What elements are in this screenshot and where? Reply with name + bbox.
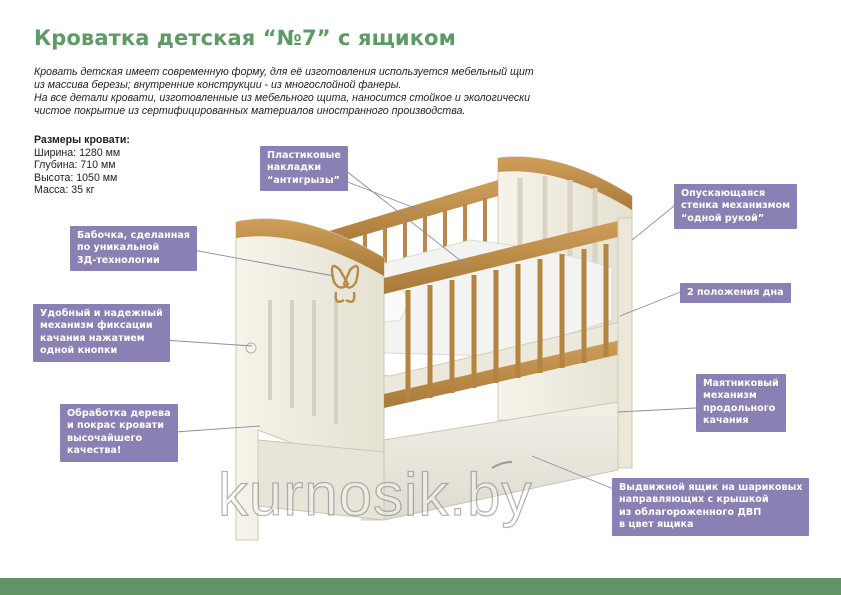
callout-wood-finish	[60, 404, 178, 462]
callout-line: стенка механизмом	[681, 200, 790, 212]
callout-line: качания	[703, 415, 749, 427]
callout-bottom-positions	[680, 283, 791, 303]
callout-line: Обработка дерева	[67, 408, 171, 419]
callout-line: продольного	[703, 402, 776, 414]
description-line: Кровать детская имеет современную форму, для её изготовления используется мебельный щит	[34, 66, 534, 78]
callout-line: Опускающаяся	[681, 188, 766, 199]
callout-line: Маятниковый	[703, 378, 779, 389]
spec-weight: Масса: 35 кг	[34, 184, 95, 197]
spec-height: Высота: 1050 мм	[34, 171, 118, 184]
description-line: чистое покрытие из сертифицированных материалов иностранного производства.	[34, 105, 466, 117]
callout-line: одной кнопки	[40, 345, 118, 357]
callout-line: 2 положения дна	[687, 287, 784, 298]
callout-drawer	[612, 478, 809, 536]
description-line: из массива березы; внутренние конструкции - из многослойной фанеры.	[34, 79, 402, 91]
callout-butterfly	[70, 226, 197, 271]
callout-line: “одной рукой”	[681, 212, 765, 224]
callout-line: качания нажатием	[40, 332, 145, 344]
callout-line: 3Д-технологии	[77, 254, 160, 266]
callout-line: Бабочка, сделанная	[77, 230, 190, 241]
callout-line: Пластиковые	[267, 150, 341, 161]
callout-line: Удобный и надежный	[40, 308, 163, 319]
callout-line: качества!	[67, 445, 122, 457]
page-title: Кроватка детская “№7” с ящиком	[34, 26, 456, 50]
spec-depth: Глубина: 710 мм	[34, 159, 116, 172]
callout-line: Выдвижной ящик на шариковых	[619, 482, 803, 493]
callout-line: механизм фиксации	[40, 320, 153, 332]
callout-line: и покрас кровати	[67, 420, 164, 432]
dimensions-heading: Размеры кровати:	[34, 134, 130, 146]
watermark: kurnosik.by	[218, 461, 533, 528]
callout-line: механизм	[703, 390, 757, 402]
callout-lowering-wall	[674, 184, 797, 229]
dimensions-block	[34, 134, 130, 197]
spec-width: Ширина: 1280 мм	[34, 146, 121, 159]
description	[34, 66, 594, 118]
description-line: На все детали кровати, изготовленные из мебельного щита, наносится стойкое и экологически	[34, 92, 531, 104]
callout-line: из облагороженного ДВП	[619, 506, 762, 518]
callout-plastic-pads	[260, 146, 348, 191]
callout-line: “антигрызы”	[267, 174, 340, 186]
callout-line: накладки	[267, 162, 322, 174]
footer-bar	[0, 578, 841, 595]
callout-pendulum	[696, 374, 786, 432]
callout-line: высочайшего	[67, 432, 143, 444]
callout-fixation	[33, 304, 170, 362]
callout-line: в цвет ящика	[619, 519, 694, 531]
callout-line: по уникальной	[77, 242, 160, 254]
callout-line: направляющих с крышкой	[619, 494, 769, 506]
